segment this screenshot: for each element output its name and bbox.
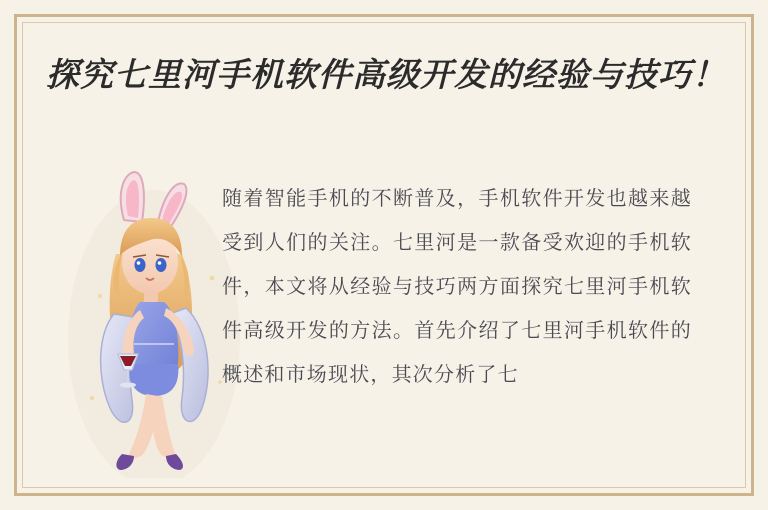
article-content (38, 38, 730, 472)
page-title: 探究七里河手机软件高级开发的经验与技巧！ (46, 55, 726, 94)
article-body: 随着智能手机的不断普及，手机软件开发也越来越受到人们的关注。七里河是一款备受欢迎的手机软件，本文将从经验与技巧两方面探究七里河手机软件高级开发的方法。首先介绍了七里河手机软件的概述和市场现状，其次分析了七 (222, 186, 692, 386)
anime-girl-illustration-graphic (62, 168, 242, 478)
illustration (62, 168, 242, 478)
